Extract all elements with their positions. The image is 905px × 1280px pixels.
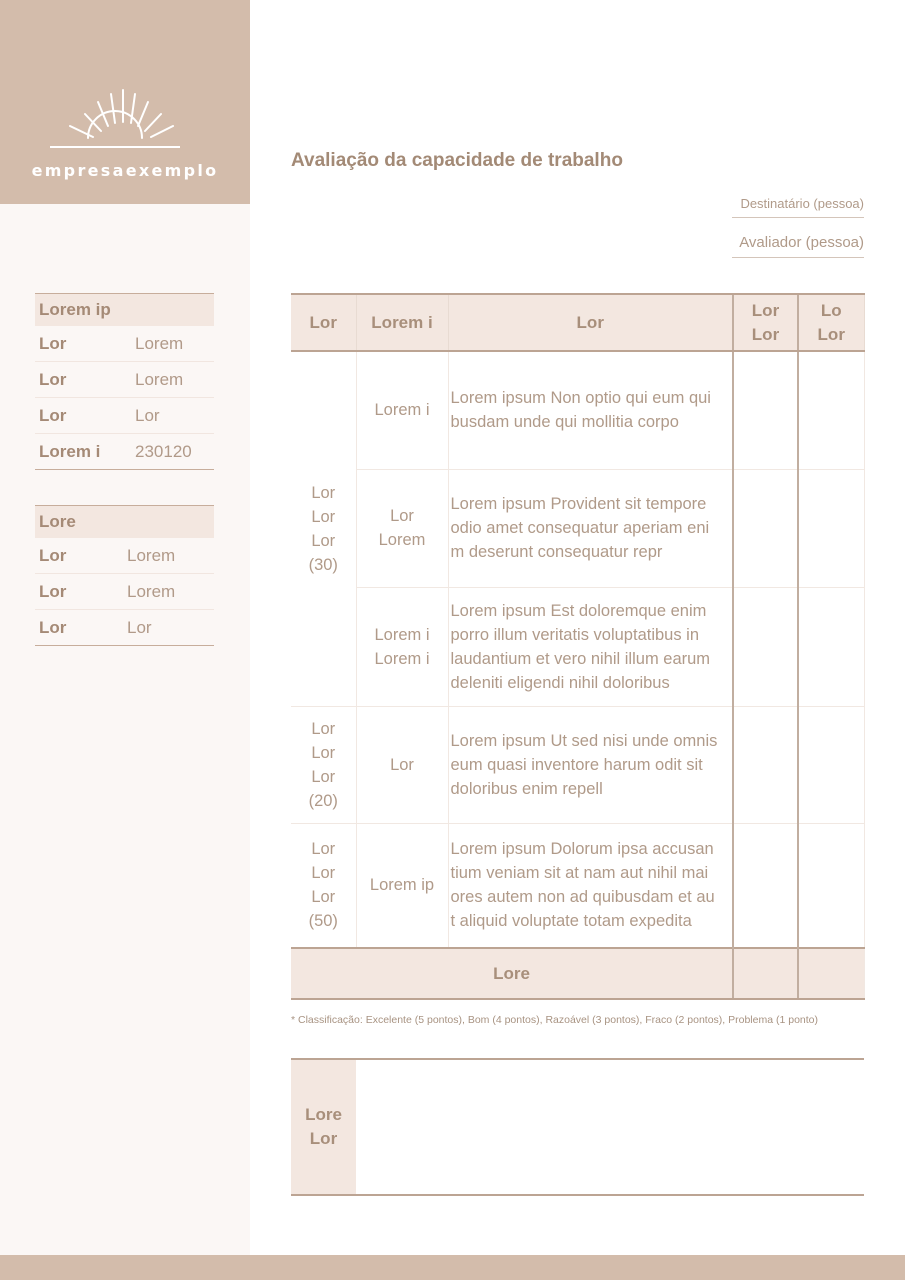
score-cell[interactable] xyxy=(733,823,798,948)
footer-bar xyxy=(0,1255,905,1280)
info-key: Lor xyxy=(39,581,67,601)
cell-line: busdam unde qui mollitia corpo xyxy=(450,413,679,432)
cell-line: Lor xyxy=(311,507,336,526)
rating-note: * Classificação: Excelente (5 pontos), Bom (4 pontos), Razoável (3 pontos), Fraco (2 pontos), Problema (1 ponto) xyxy=(291,1014,818,1026)
cell-line: odio amet consequatur aperiam eni xyxy=(450,519,710,537)
info-row xyxy=(35,574,214,610)
info-key: Lorem i xyxy=(39,441,101,461)
cell-line: Lor xyxy=(311,531,336,550)
cell-line: Lor xyxy=(311,719,336,738)
score-cell[interactable] xyxy=(733,351,798,469)
cell-line: Lorem ipsum Non optio qui eum qui xyxy=(450,389,711,408)
criterion-cell xyxy=(356,706,448,823)
info-value: Lorem xyxy=(127,581,176,601)
info-row xyxy=(35,434,214,470)
comments-label: Lore Lor xyxy=(291,1060,356,1194)
evaluation-table xyxy=(291,293,865,1000)
info-key: Lor xyxy=(39,405,67,425)
rating-cell[interactable] xyxy=(798,706,864,823)
header-cell: Lor xyxy=(291,294,356,351)
info-key: Lor xyxy=(39,545,67,565)
info-value: Lorem xyxy=(127,545,176,565)
cell-line: Lorem i xyxy=(374,401,430,420)
score-cell[interactable] xyxy=(733,587,798,706)
criterion-cell xyxy=(356,587,448,706)
info-key: Lor xyxy=(39,333,67,353)
cell-line: ores autem non ad quibusdam et au xyxy=(450,888,715,907)
evaluator-field[interactable]: Avaliador (pessoa) xyxy=(732,234,864,258)
info-value: 230120 xyxy=(135,441,192,461)
description-cell xyxy=(448,706,733,823)
cell-line: m deserunt consequatur repr xyxy=(450,543,663,561)
cell-line: Lorem ipsum Dolorum ipsa accusan xyxy=(450,840,714,859)
score-cell[interactable] xyxy=(733,706,798,823)
cell-line: tium veniam sit at nam aut nihil mai xyxy=(450,864,709,883)
info-box-2-header: Lore xyxy=(35,505,214,538)
cell-line: Lorem ipsum Provident sit tempore xyxy=(450,495,707,513)
page-title: Avaliação da capacidade de trabalho xyxy=(291,150,623,171)
total-rating-cell[interactable] xyxy=(798,948,864,999)
description-cell xyxy=(448,823,733,948)
cell-line: doloribus enim repell xyxy=(450,779,603,798)
description-cell xyxy=(448,469,733,587)
info-key: Lor xyxy=(39,617,67,637)
rating-cell[interactable] xyxy=(798,469,864,587)
table-row xyxy=(291,706,864,823)
description-cell xyxy=(448,587,733,706)
category-cell xyxy=(291,706,356,823)
criterion-cell xyxy=(356,351,448,469)
info-box-1 xyxy=(35,293,214,470)
cell-line: Lor xyxy=(311,483,336,502)
score-cell[interactable] xyxy=(733,469,798,587)
header-cell: Lor xyxy=(448,294,733,351)
rating-cell[interactable] xyxy=(798,587,864,706)
cell-line: Lorem ipsum Ut sed nisi unde omnis xyxy=(450,731,718,750)
cell-line: Lor xyxy=(390,507,414,525)
header-cell: Lo Lor xyxy=(798,294,864,351)
info-value: Lor xyxy=(135,405,160,425)
info-value: Lor xyxy=(127,617,152,637)
cell-line: Lor xyxy=(311,864,336,883)
total-row xyxy=(291,948,864,999)
info-row xyxy=(35,398,214,434)
cell-line: t aliquid voluptate totam expedita xyxy=(450,912,692,931)
info-value: Lorem xyxy=(135,333,184,353)
cell-line: Lor xyxy=(311,767,336,786)
table-header-row xyxy=(291,294,864,351)
cell-line: eum quasi inventore harum odit sit xyxy=(450,755,703,774)
cell-line: porro illum veritatis voluptatibus in xyxy=(450,625,700,644)
table-row xyxy=(291,469,864,587)
cell-line: Lorem i xyxy=(374,649,430,668)
criterion-cell xyxy=(356,469,448,587)
comments-box xyxy=(291,1058,864,1196)
table-row xyxy=(291,587,864,706)
rating-cell[interactable] xyxy=(798,823,864,948)
recipient-field[interactable]: Destinatário (pessoa) xyxy=(732,196,864,218)
cell-line: Lorem ip xyxy=(369,876,435,895)
info-box-2 xyxy=(35,505,214,646)
category-cell xyxy=(291,351,356,706)
cell-line: Lorem i xyxy=(374,625,430,644)
cell-line: (30) xyxy=(308,555,338,574)
table-row xyxy=(291,351,864,469)
cell-line: (20) xyxy=(308,791,338,810)
info-row xyxy=(35,538,214,574)
cell-line: Lor xyxy=(311,888,336,907)
header-cell: Lorem i xyxy=(356,294,448,351)
table-row xyxy=(291,823,864,948)
brand-header xyxy=(0,0,250,204)
cell-line: Lor xyxy=(311,840,336,859)
info-box-1-header: Lorem ip xyxy=(35,293,214,326)
cell-line: Lorem ipsum Est doloremque enim xyxy=(450,601,707,620)
cell-line: (50) xyxy=(308,912,338,931)
criterion-cell xyxy=(356,823,448,948)
cell-line: deleniti eligendi nihil doloribus xyxy=(450,673,670,692)
info-row xyxy=(35,362,214,398)
sunrise-icon xyxy=(50,88,180,150)
info-value: Lorem xyxy=(135,369,184,389)
category-cell xyxy=(291,823,356,948)
info-key: Lor xyxy=(39,369,67,389)
info-row xyxy=(35,610,214,646)
cell-line: Lor xyxy=(390,755,414,774)
brand-name: empresaexemplo xyxy=(31,161,219,180)
header-cell: Lor Lor xyxy=(733,294,798,351)
description-cell xyxy=(448,351,733,469)
total-score-cell[interactable] xyxy=(733,948,798,999)
cell-line: laudantium et vero nihil illum earum xyxy=(450,649,711,668)
total-label: Lore xyxy=(291,948,733,999)
cell-line: Lorem xyxy=(378,531,426,549)
cell-line: Lor xyxy=(311,743,336,762)
info-row xyxy=(35,326,214,362)
rating-cell[interactable] xyxy=(798,351,864,469)
